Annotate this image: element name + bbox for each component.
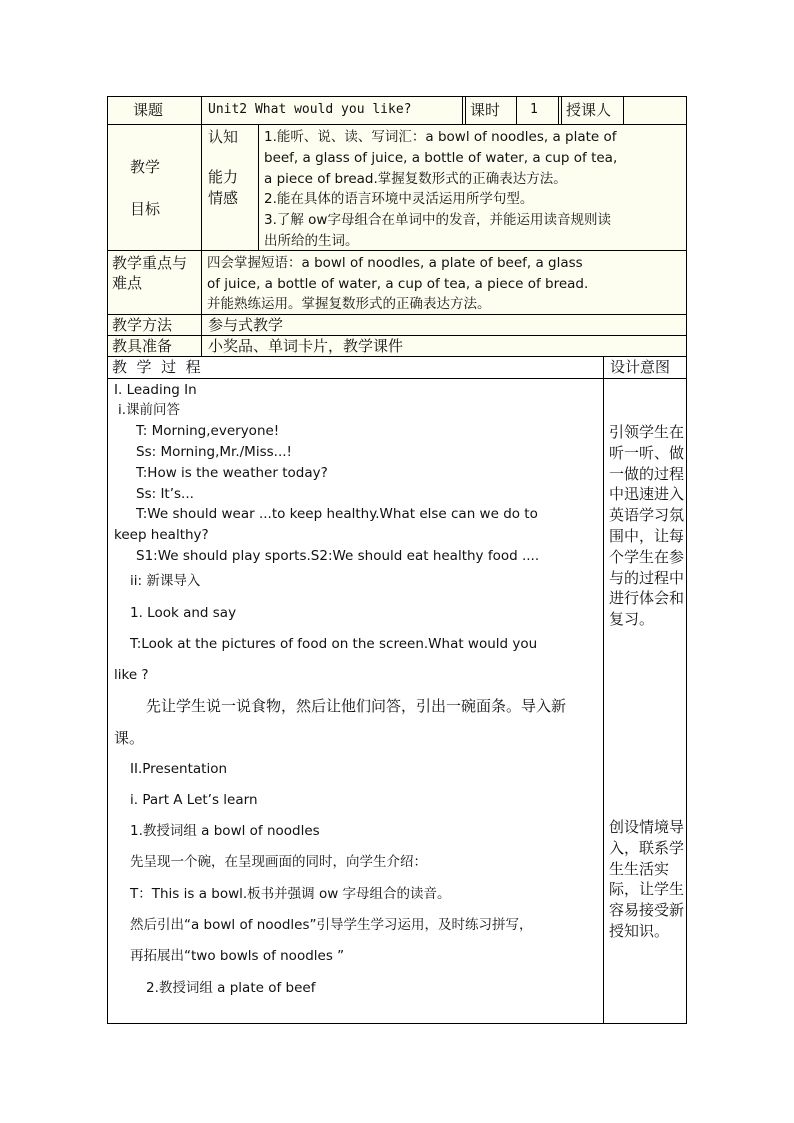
intent-note-1: 引领学生在听一听、做一做的过程中迅速进入英语学习氛围中，让每个学生在参与的过程中进行体会和复习。 xyxy=(609,423,685,629)
process-label: 教 学 过 程 xyxy=(112,358,201,376)
method-label: 教学方法 xyxy=(112,316,173,334)
objective-line-6: 出所给的生词。 xyxy=(264,233,359,249)
rule-teacher-left2 xyxy=(561,96,562,125)
table-border-left xyxy=(107,96,108,1024)
keypoints-label-2: 难点 xyxy=(112,274,143,292)
rule-period-left2 xyxy=(465,96,466,125)
rule-category-col xyxy=(258,124,259,251)
process-line: T: Morning,everyone! xyxy=(136,423,280,439)
rule-period-left xyxy=(462,96,463,125)
method-value: 参与式教学 xyxy=(208,316,284,334)
process-line: 先让学生说一说食物，然后让他们问答，引出一碗面条。导入新 xyxy=(146,697,567,715)
process-line: S1:We should play sports.S2:We should eat healthy food .... xyxy=(136,548,540,564)
process-line: 1.教授词组 a bowl of noodles xyxy=(130,823,320,839)
process-line: I. Leading In xyxy=(114,382,197,398)
table-border-bottom xyxy=(107,1023,687,1024)
period-value: 1 xyxy=(530,102,538,117)
category-emotion: 情感 xyxy=(208,189,239,207)
objectives-label-2: 目标 xyxy=(130,200,161,218)
rule-label-col xyxy=(201,96,202,357)
period-label: 课时 xyxy=(470,101,501,119)
objective-line-5: 3.了解 ow字母组合在单词中的发音，并能运用读音规则读 xyxy=(264,212,611,228)
category-cognition: 认知 xyxy=(208,128,239,146)
rule-intent-col xyxy=(603,356,604,1024)
rule-header xyxy=(107,124,687,125)
process-line: 1. Look and say xyxy=(130,605,237,621)
keypoints-line-3: 并能熟练运用。掌握复数形式的正确表达方法。 xyxy=(207,296,491,312)
objective-line-1: 1.能听、说、读、写词汇：a bowl of noodles, a plate of xyxy=(264,129,617,145)
process-line: i.课前问答 xyxy=(118,402,181,418)
objectives-label-1: 教学 xyxy=(130,158,161,176)
keypoints-line-1: 四会掌握短语：a bowl of noodles, a plate of beef, a glass xyxy=(207,255,583,271)
rule-process-header xyxy=(107,378,687,379)
process-line: Ss: It’s... xyxy=(136,486,194,502)
process-line: keep healthy? xyxy=(114,527,209,543)
process-line: 课。 xyxy=(114,729,145,747)
table-border-top xyxy=(107,96,687,97)
tools-label: 教具准备 xyxy=(112,337,173,355)
process-line: ii: 新课导入 xyxy=(130,573,201,589)
process-line: T：This is a bowl.板书并强调 ow 字母组合的读音。 xyxy=(130,886,451,902)
process-line: like ? xyxy=(114,667,149,683)
objective-line-2: beef, a glass of juice, a bottle of water, a cup of tea, xyxy=(264,150,618,166)
objective-line-3: a piece of bread.掌握复数形式的正确表达方法。 xyxy=(264,171,567,187)
rule-teacher-left xyxy=(558,96,559,125)
process-line: Ss: Morning,Mr./Miss...! xyxy=(136,444,292,460)
process-line: 再拓展出“two bowls of noodles ” xyxy=(130,948,345,964)
process-line: i. Part A Let’s learn xyxy=(130,792,258,808)
rule-keypoints xyxy=(107,314,687,315)
intent-note-2: 创设情境导入，联系学生生活实际，让学生容易接受新授知识。 xyxy=(609,818,685,940)
process-line: II.Presentation xyxy=(130,761,228,777)
process-line: T:Look at the pictures of food on the screen.What would you xyxy=(130,636,538,652)
process-line: 2.教授词组 a plate of beef xyxy=(146,980,316,996)
intent-label: 设计意图 xyxy=(610,358,671,376)
keypoints-label-1: 教学重点与 xyxy=(112,254,188,272)
keypoints-line-2: of juice, a bottle of water, a cup of tea, a piece of bread. xyxy=(207,276,589,292)
rule-teacher-mid xyxy=(623,96,624,125)
rule-objectives xyxy=(107,250,687,251)
process-line: 然后引出“a bowl of noodles”引导学生学习运用，及时练习拼写， xyxy=(130,917,533,933)
category-ability: 能力 xyxy=(208,168,239,186)
unit-title: Unit2 What would you like? xyxy=(208,102,412,117)
process-line: T:We should wear ...to keep healthy.What else can we do to xyxy=(136,506,538,522)
lesson-label: 课题 xyxy=(133,101,164,119)
tools-value: 小奖品、单词卡片，教学课件 xyxy=(208,337,404,355)
teacher-label: 授课人 xyxy=(566,101,612,119)
process-line: 先呈现一个碗，在呈现画面的同时，向学生介绍： xyxy=(130,854,427,870)
process-line: T:How is the weather today? xyxy=(136,465,328,481)
table-border-right xyxy=(686,96,687,1024)
objective-line-4: 2.能在具体的语言环境中灵活运用所学句型。 xyxy=(264,191,534,207)
rule-period-mid xyxy=(516,96,517,125)
